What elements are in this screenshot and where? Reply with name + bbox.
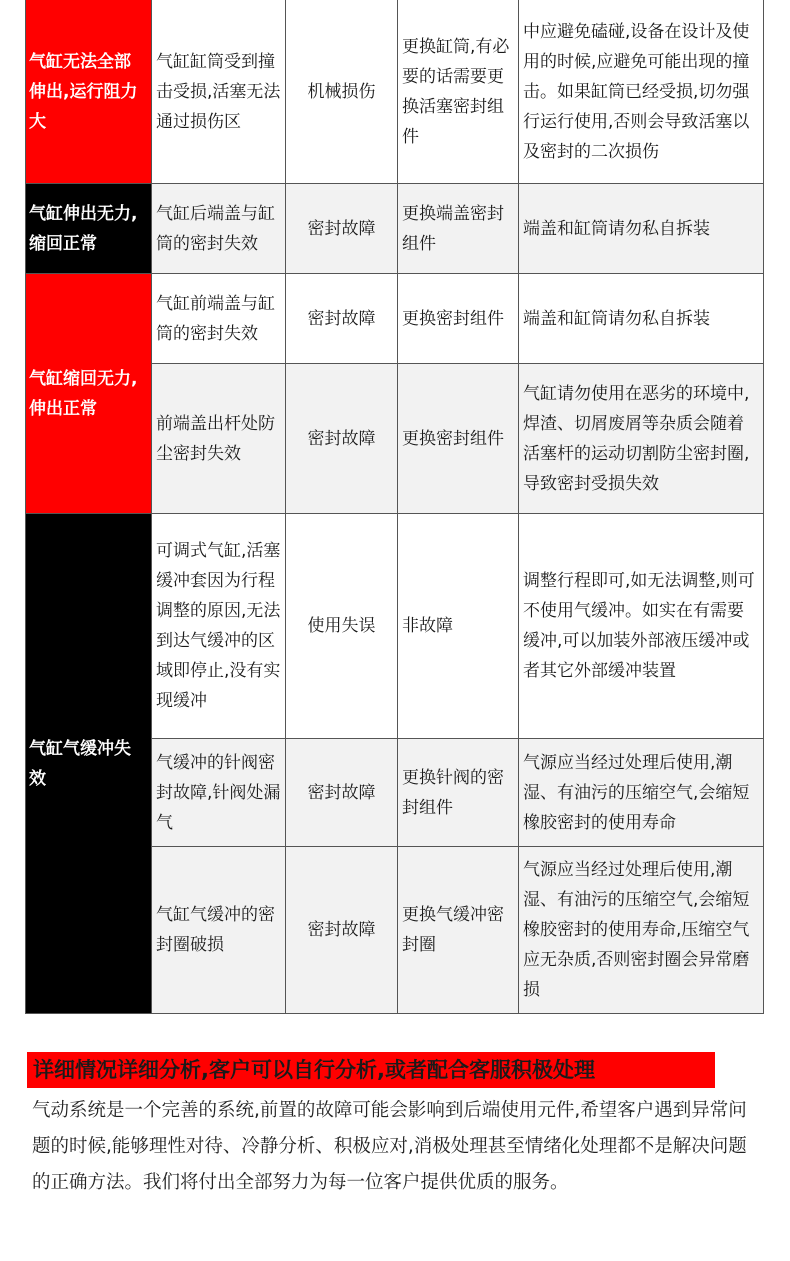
type-text: 密封故障 <box>307 428 376 449</box>
note-cell <box>519 0 764 184</box>
note-cell <box>519 739 764 847</box>
type-cell <box>286 364 398 514</box>
note-text: 气源应当经过处理后使用,潮湿、有油污的压缩空气,会缩短橡胶密封的使用寿命 <box>523 752 750 833</box>
cause-cell <box>152 514 286 739</box>
note-cell <box>519 364 764 514</box>
type-text: 使用失误 <box>307 616 376 636</box>
type-text: 密封故障 <box>307 218 376 239</box>
symptom-text: 气缸缩回无力,伸出正常 <box>29 368 138 419</box>
type-text: 机械损伤 <box>307 81 376 102</box>
fix-text: 更换缸筒,有必要的话需要更换活塞密封组件 <box>402 36 510 147</box>
symptom-text: 气缸气缓冲失效 <box>29 738 131 789</box>
cause-cell <box>152 0 286 184</box>
cause-cell <box>152 184 286 274</box>
cause-text: 可调式气缸,活塞缓冲套因为行程调整的原因,无法到达气缓冲的区域即停止,没有实现缓冲 <box>156 541 281 711</box>
type-cell <box>286 184 398 274</box>
fix-cell <box>398 847 519 1014</box>
type-cell <box>286 739 398 847</box>
type-text: 密封故障 <box>307 308 376 329</box>
fix-text: 更换端盖密封组件 <box>402 203 504 254</box>
cause-cell <box>152 739 286 847</box>
cause-text: 气缸后端盖与缸筒的密封失效 <box>156 203 275 254</box>
note-text: 中应避免磕碰,设备在设计及使用的时候,应避免可能出现的撞击。如果缸筒已经受损,切勿强行运行使用,否则会导致活塞以及密封的二次损伤 <box>523 21 750 162</box>
note-text: 气缸请勿使用在恶劣的环境中,焊渣、切屑废屑等杂质会随着活塞杆的运动切割防尘密封圈,导致密封受损失效 <box>523 383 750 494</box>
cause-cell <box>152 847 286 1014</box>
cause-text: 气缓冲的针阀密封故障,针阀处漏气 <box>156 752 281 833</box>
fix-text: 更换针阀的密封组件 <box>402 767 504 818</box>
symptom-cell <box>25 184 152 274</box>
fix-text: 非故障 <box>402 616 453 636</box>
troubleshooting-table <box>25 0 764 1014</box>
symptom-cell <box>25 274 152 514</box>
note-text: 调整行程即可,如无法调整,则可不使用气缓冲。如实在有需要缓冲,可以加装外部液压缓冲或者其它外部缓冲装置 <box>523 571 755 681</box>
fix-cell <box>398 739 519 847</box>
symptom-text: 气缸伸出无力,缩回正常 <box>29 203 138 254</box>
cause-cell <box>152 364 286 514</box>
fix-text: 更换密封组件 <box>402 428 504 449</box>
fix-text: 更换气缓冲密封圈 <box>402 905 504 955</box>
note-cell <box>519 274 764 364</box>
note-text: 气源应当经过处理后使用,潮湿、有油污的压缩空气,会缩短橡胶密封的使用寿命,压缩空气应无杂质,否则密封圈会异常磨损 <box>523 860 750 1000</box>
symptom-cell <box>25 0 152 184</box>
fix-cell <box>398 274 519 364</box>
type-cell <box>286 514 398 739</box>
cause-text: 前端盖出杆处防尘密封失效 <box>156 413 275 464</box>
symptom-text: 气缸无法全部伸出,运行阻力大 <box>29 51 138 132</box>
type-cell <box>286 274 398 364</box>
note-cell <box>519 184 764 274</box>
advice-paragraph: 气动系统是一个完善的系统,前置的故障可能会影响到后端使用元件,希望客户遇到异常问题的时候,能够理性对待、冷静分析、积极应对,消极处理甚至情绪化处理都不是解决问题的正确方法。我们将付出全部努力为每一位客户提供优质的服务。 <box>32 1100 747 1193</box>
type-cell <box>286 847 398 1014</box>
type-text: 密封故障 <box>307 920 376 940</box>
fix-cell <box>398 0 519 184</box>
note-cell <box>519 847 764 1014</box>
cause-text: 气缸缸筒受到撞击受损,活塞无法通过损伤区 <box>156 51 281 132</box>
note-text: 端盖和缸筒请勿私自拆装 <box>523 218 710 239</box>
note-cell <box>519 514 764 739</box>
fix-cell <box>398 364 519 514</box>
cause-text: 气缸前端盖与缸筒的密封失效 <box>156 293 275 344</box>
section-heading: 详细情况详细分析,客户可以自行分析,或者配合客服积极处理 <box>33 1058 595 1082</box>
note-text: 端盖和缸筒请勿私自拆装 <box>523 308 710 329</box>
cause-cell <box>152 274 286 364</box>
type-cell <box>286 0 398 184</box>
fix-cell <box>398 184 519 274</box>
fix-cell <box>398 514 519 739</box>
type-text: 密封故障 <box>307 782 376 803</box>
fix-text: 更换密封组件 <box>402 308 504 329</box>
symptom-cell <box>25 514 152 1014</box>
cause-text: 气缸气缓冲的密封圈破损 <box>156 905 275 955</box>
